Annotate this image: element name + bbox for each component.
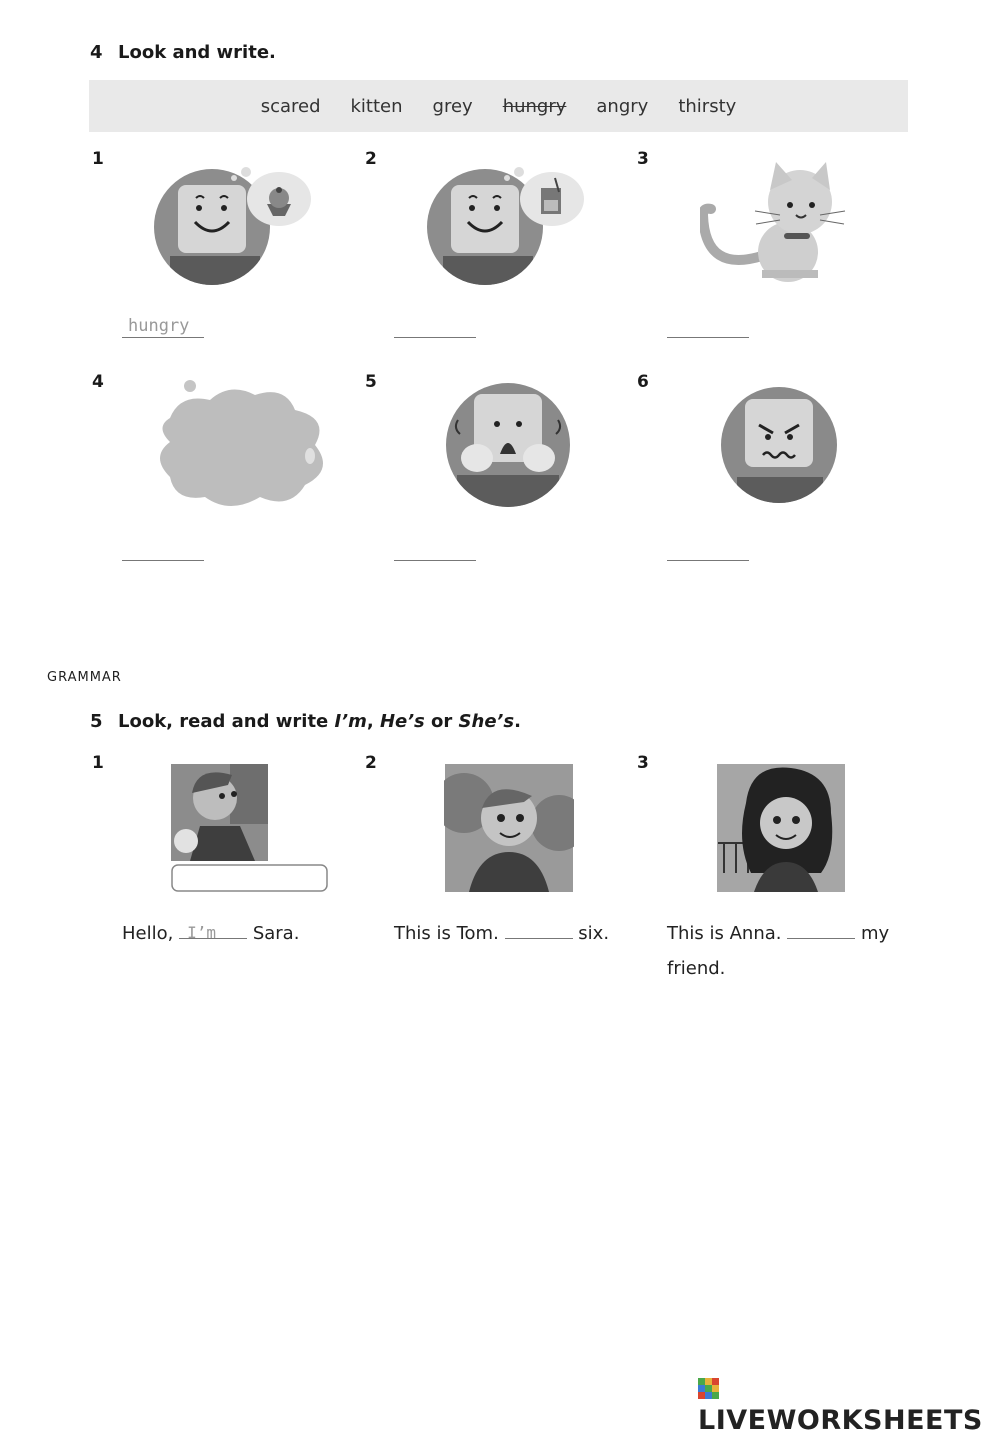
item-number: 4	[92, 372, 104, 392]
answer-blank[interactable]	[667, 337, 749, 338]
title-part: ,	[366, 711, 380, 732]
girl-with-cat-image	[170, 763, 330, 895]
scared-robot-image	[442, 380, 574, 510]
sentence-text: Sara.	[252, 923, 300, 944]
item-number: 2	[365, 753, 377, 773]
sentence-text: six.	[578, 923, 610, 944]
answer-blank[interactable]	[505, 918, 573, 939]
robot-thinking-drink-image	[423, 160, 593, 290]
exercise-5-heading	[90, 711, 521, 732]
answer-blank[interactable]	[787, 918, 855, 939]
item-number: 3	[637, 753, 649, 773]
title-part-italic: I’m	[334, 711, 367, 732]
answer-blank[interactable]	[667, 560, 749, 561]
girl-anna-image	[716, 763, 846, 893]
title-part: Look, read and write	[118, 711, 335, 732]
exercise-4-heading	[90, 42, 276, 63]
item-number: 2	[365, 149, 377, 169]
answer-blank[interactable]	[179, 918, 247, 942]
robot-thinking-cupcake-image	[150, 160, 320, 290]
grey-paint-splash-image	[150, 378, 330, 513]
sentence-text: Hello,	[122, 923, 174, 944]
item-number: 1	[92, 149, 104, 169]
word-bank-item: angry	[596, 95, 649, 117]
word-bank-item: grey	[432, 95, 473, 117]
title-part: .	[514, 711, 521, 732]
word-bank-item: thirsty	[678, 95, 737, 117]
sentence-text: This is Anna.	[667, 923, 782, 944]
answer-blank[interactable]	[122, 560, 204, 561]
answer-blank[interactable]	[122, 337, 204, 338]
title-part-italic: He’s	[379, 711, 425, 732]
liveworksheets-logo[interactable]	[698, 1374, 1000, 1436]
exercise-title: Look and write.	[118, 42, 276, 63]
sentence-2	[394, 916, 609, 951]
title-part-italic: She’s	[458, 711, 515, 732]
item-number: 5	[365, 372, 377, 392]
sentence-1	[122, 916, 299, 951]
answer-blank[interactable]	[394, 337, 476, 338]
word-bank	[89, 80, 908, 132]
kitten-image	[700, 160, 850, 290]
word-bank-item-used: hungry	[502, 95, 567, 117]
exercise-number: 5	[90, 711, 103, 732]
angry-robot-image	[719, 385, 841, 507]
item-number: 1	[92, 753, 104, 773]
title-part: or	[424, 711, 459, 732]
answer-text[interactable]: I’m	[187, 923, 216, 942]
boy-tom-image	[444, 763, 574, 893]
sentence-text: This is Tom.	[394, 923, 499, 944]
sentence-text: my	[860, 923, 890, 944]
word-bank-item: kitten	[350, 95, 403, 117]
sentence-3	[667, 916, 907, 986]
exercise-number: 4	[90, 42, 103, 63]
brand-text: LIVEWORKSHEETS	[698, 1405, 983, 1436]
section-label: GRAMMAR	[47, 670, 122, 685]
word-bank-item: scared	[260, 95, 321, 117]
item-number: 3	[637, 149, 649, 169]
liveworksheets-mark-icon	[698, 1378, 720, 1400]
item-number: 6	[637, 372, 649, 392]
sentence-text: friend.	[667, 958, 726, 979]
answer-text[interactable]: hungry	[128, 316, 190, 336]
answer-blank[interactable]	[394, 560, 476, 561]
